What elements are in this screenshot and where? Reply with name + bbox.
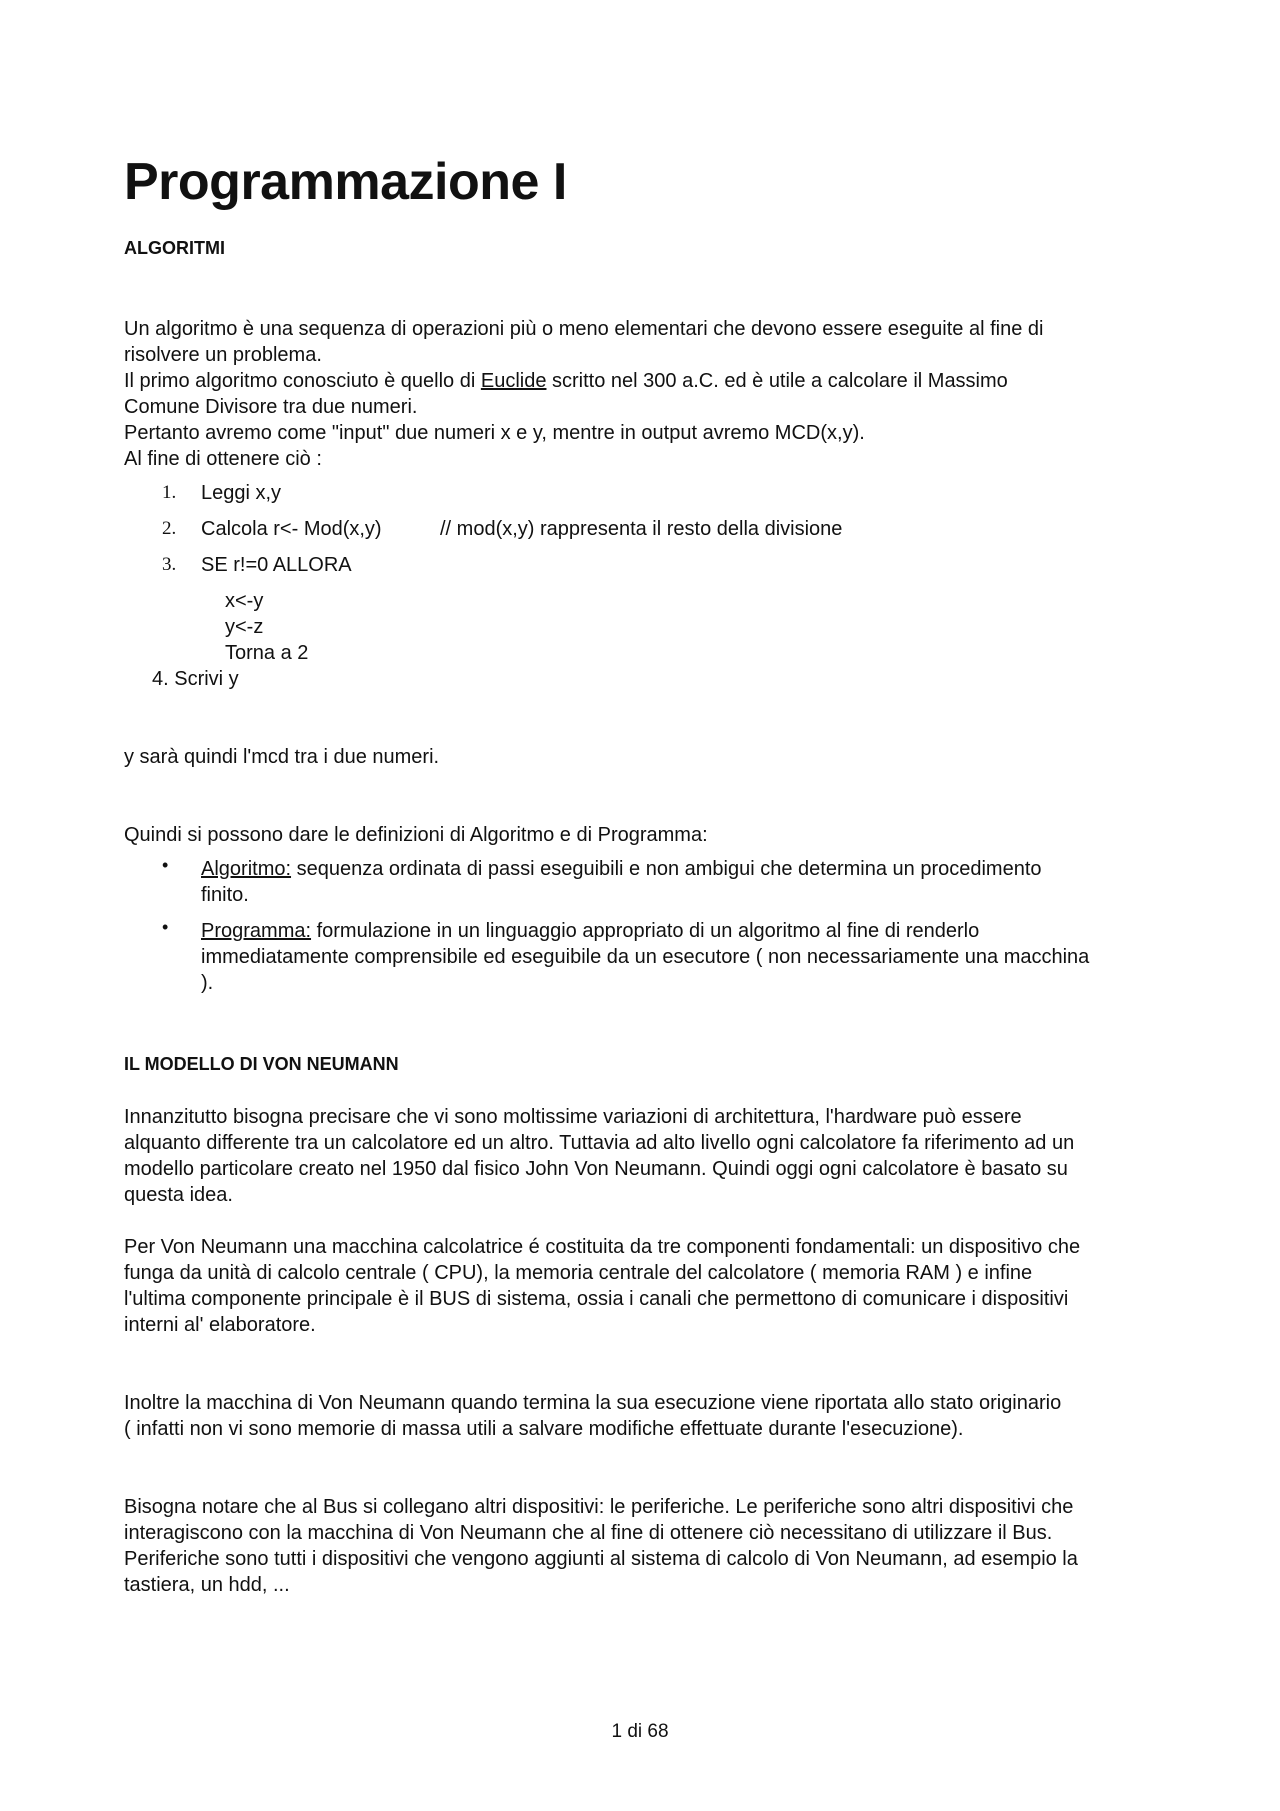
bullet-icon: •: [162, 855, 169, 875]
substep: y<-z: [225, 616, 264, 638]
definition-item: [124, 918, 1174, 996]
section-heading-algoritmi: ALGORITMI: [124, 238, 225, 258]
text-line: immediatamente comprensibile ed eseguibile da un esecutore ( non necessariamente una macchina: [201, 946, 1090, 968]
definition-term: Programma:: [201, 920, 312, 942]
step-comment: // mod(x,y) rappresenta il resto della divisione: [440, 518, 843, 540]
text-line: modello particolare creato nel 1950 dal fisico John Von Neumann. Quindi oggi ogni calcolatore è basato su: [124, 1158, 1068, 1180]
text-line: l'ultima componente principale è il BUS di sistema, ossia i canali che permettono di comunicare i dispositivi: [124, 1288, 1069, 1310]
algorithm-step: [124, 516, 1174, 552]
page-title: Programmazione I: [124, 153, 567, 211]
text-line: [201, 856, 1174, 882]
text-line: [201, 918, 1174, 944]
text-line: Comune Divisore tra due numeri.: [124, 396, 418, 418]
step-text: Leggi x,y: [201, 482, 282, 504]
definitions-intro: Quindi si possono dare le definizioni di Algoritmo e di Programma:: [124, 824, 708, 846]
text-line: alquanto differente tra un calcolatore ed un altro. Tuttavia ad alto livello ogni calcolatore fa riferimento ad un: [124, 1132, 1075, 1154]
step-number: 2.: [162, 518, 177, 539]
text-line: Pertanto avremo come "input" due numeri x e y, mentre in output avremo MCD(x,y).: [124, 422, 865, 444]
algorithm-step: [124, 552, 1174, 588]
bullet-icon: •: [162, 917, 169, 937]
substep: Torna a 2: [225, 642, 309, 664]
text-fragment: scritto nel 300 a.C. ed è utile a calcolare il Massimo: [546, 370, 1008, 392]
text-line: funga da unità di calcolo centrale ( CPU), la memoria centrale del calcolatore ( memoria RAM ) e infine: [124, 1262, 1033, 1284]
substep: x<-y: [225, 590, 264, 612]
text-line: Al fine di ottenere ciò :: [124, 448, 322, 470]
definition-term: Algoritmo:: [201, 858, 292, 880]
page-number: 1 di 68: [611, 1721, 669, 1742]
result-paragraph: y sarà quindi l'mcd tra i due numeri.: [124, 746, 440, 768]
text-fragment: Il primo algoritmo conosciuto è quello di: [124, 370, 481, 392]
substeps: [124, 588, 1174, 666]
paragraph-von-neumann-2: [124, 1234, 1174, 1338]
section-heading-von-neumann: IL MODELLO DI VON NEUMANN: [124, 1054, 399, 1074]
step-number: 3.: [162, 554, 177, 575]
step-text: Calcola r<- Mod(x,y): [201, 518, 382, 540]
intro-paragraph: [124, 316, 1174, 472]
step-number: 1.: [162, 482, 177, 503]
text-line: interagiscono con la macchina di Von Neumann che al fine di ottenere ciò necessitano di utilizzare il Bus.: [124, 1522, 1053, 1544]
algorithm-step: [124, 480, 1174, 516]
text-line: finito.: [201, 884, 249, 906]
text-line: Un algoritmo è una sequenza di operazioni più o meno elementari che devono essere eseguite al fine di: [124, 318, 1044, 340]
text-line: tastiera, un hdd, ...: [124, 1574, 290, 1596]
text-line: Inoltre la macchina di Von Neumann quando termina la sua esecuzione viene riportata allo stato originario: [124, 1392, 1062, 1414]
text-line: Per Von Neumann una macchina calcolatrice é costituita da tre componenti fondamentali: un dispositivo che: [124, 1236, 1081, 1258]
definition-text: sequenza ordinata di passi eseguibili e non ambigui che determina un procedimento: [291, 858, 1042, 880]
paragraph-von-neumann-4: [124, 1494, 1174, 1598]
definition-item: [124, 856, 1174, 908]
text-line: risolvere un problema.: [124, 344, 322, 366]
text-line: interni al' elaboratore.: [124, 1314, 316, 1336]
paragraph-von-neumann-3: [124, 1390, 1174, 1442]
paragraph-von-neumann-1: [124, 1104, 1174, 1208]
definitions-list: [124, 856, 1174, 996]
text-line: questa idea.: [124, 1184, 233, 1206]
text-line: Periferiche sono tutti i dispositivi che vengono aggiunti al sistema di calcolo di Von Neumann, ad esempio la: [124, 1548, 1078, 1570]
text-line: ( infatti non vi sono memorie di massa utili a salvare modifiche effettuate durante l'esecuzione).: [124, 1418, 964, 1440]
text-line: Innanzitutto bisogna precisare che vi sono moltissime variazioni di architettura, l'hardware può essere: [124, 1106, 1022, 1128]
text-line: Bisogna notare che al Bus si collegano altri dispositivi: le periferiche. Le periferiche sono altri dispositivi che: [124, 1496, 1074, 1518]
step-4: 4. Scrivi y: [152, 668, 239, 690]
page-content: [124, 150, 1174, 1598]
step-text: SE r!=0 ALLORA: [201, 554, 352, 576]
euclide-link[interactable]: Euclide: [480, 370, 547, 392]
text-line: [124, 368, 1174, 394]
algorithm-steps: [124, 480, 1174, 588]
text-line: ).: [201, 972, 214, 994]
definition-text: formulazione in un linguaggio appropriato di un algoritmo al fine di renderlo: [311, 920, 980, 942]
